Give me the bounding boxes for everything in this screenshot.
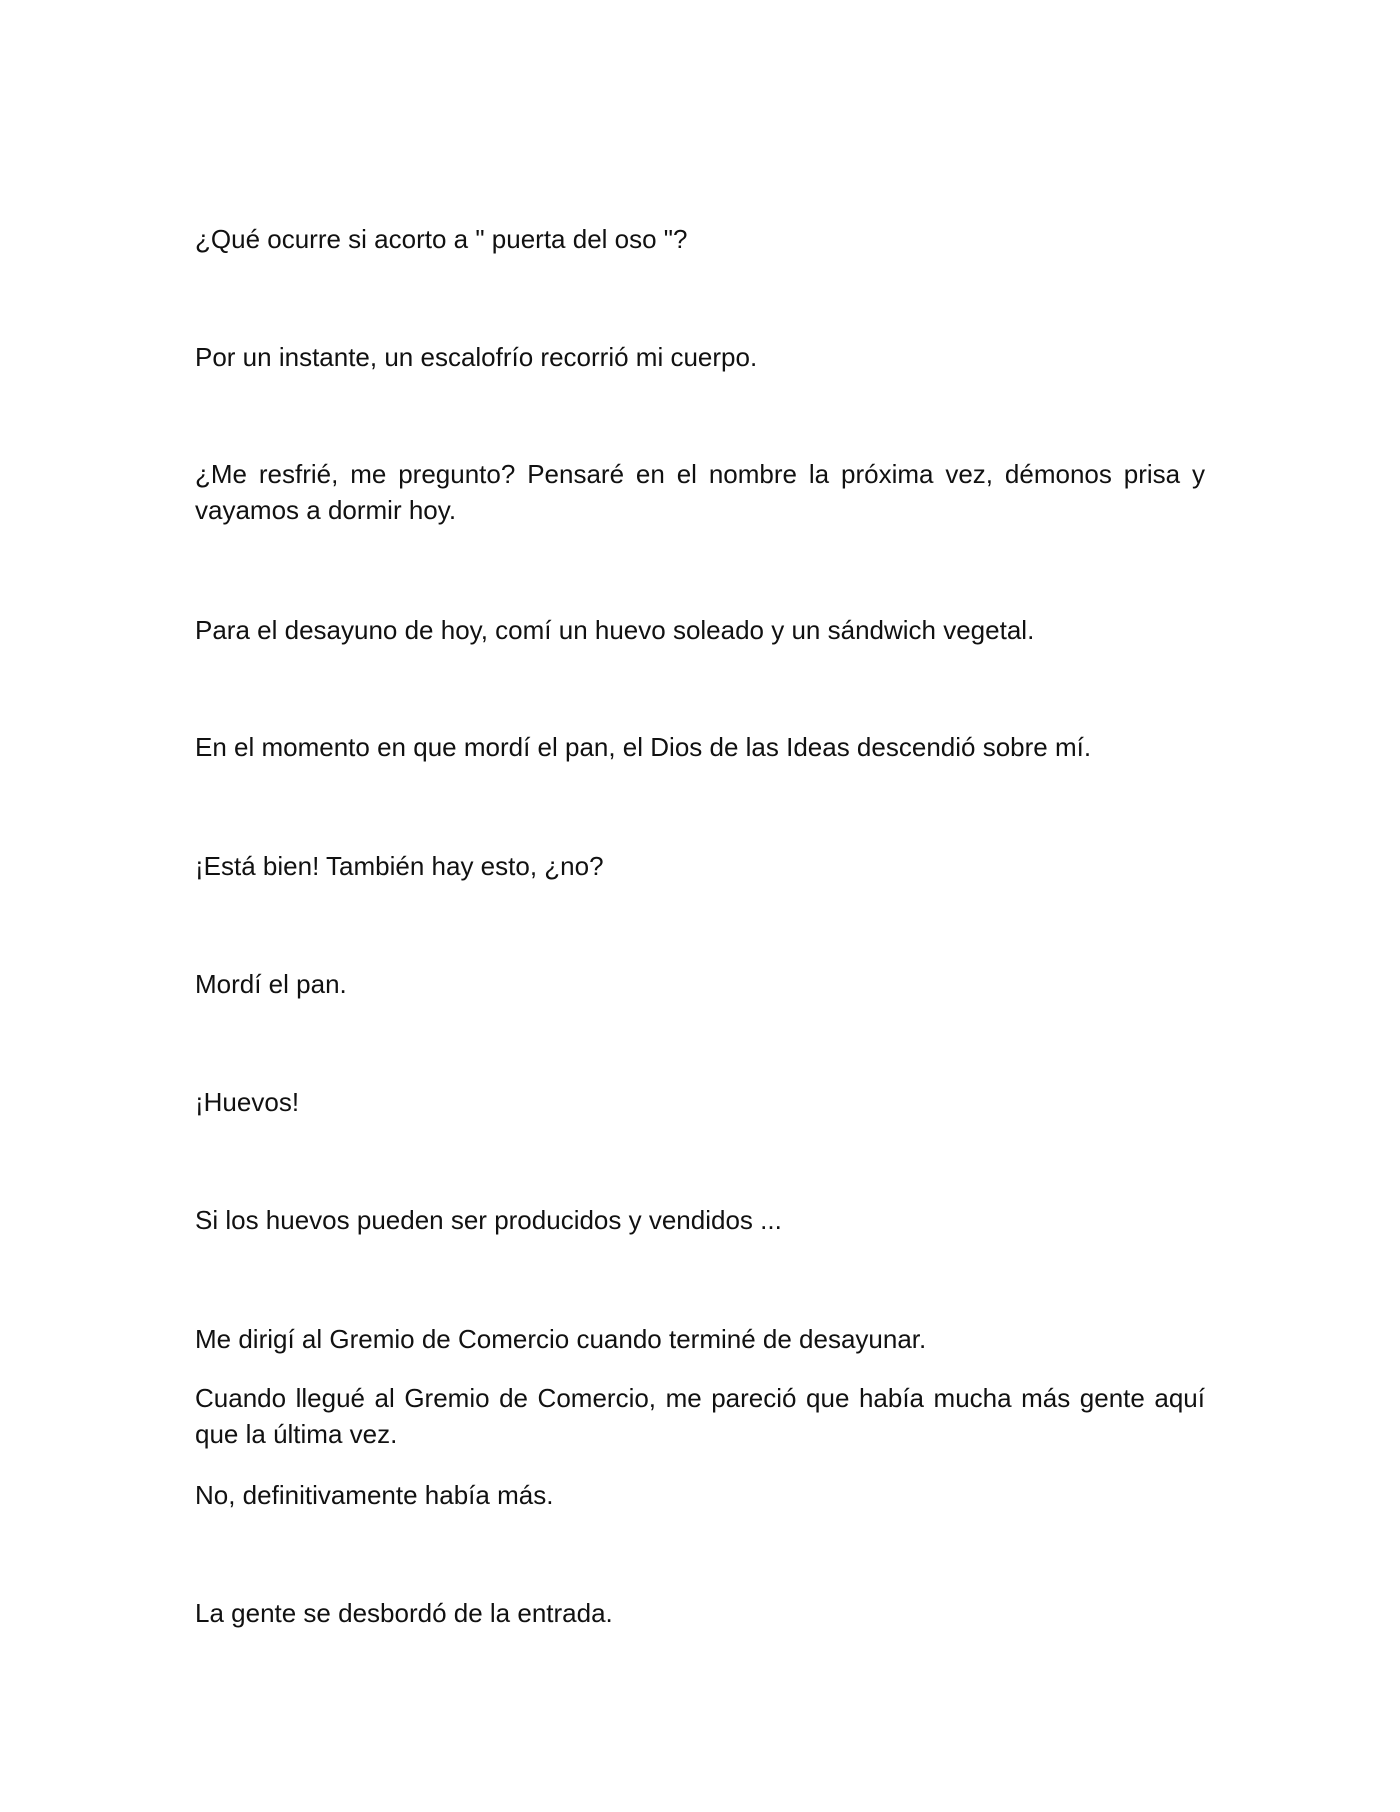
paragraph: ¡Está bien! También hay esto, ¿no?: [195, 851, 604, 881]
paragraph: En el momento en que mordí el pan, el Dios de las Ideas descendió sobre mí.: [195, 732, 1092, 762]
paragraph: Me dirigí al Gremio de Comercio cuando terminé de desayunar.: [195, 1324, 927, 1354]
paragraph: Cuando llegué al Gremio de Comercio, me pareció que había mucha más gente aquí que la última vez.: [195, 1383, 1205, 1449]
paragraph: ¿Qué ocurre si acorto a " puerta del oso "?: [195, 224, 688, 254]
paragraph: Si los huevos pueden ser producidos y vendidos ...: [195, 1205, 782, 1235]
paragraph: Por un instante, un escalofrío recorrió mi cuerpo.: [195, 342, 758, 372]
paragraph: ¿Me resfrié, me pregunto? Pensaré en el nombre la próxima vez, démonos prisa y vayamos a dormir hoy.: [195, 459, 1205, 525]
paragraph: La gente se desbordó de la entrada.: [195, 1598, 613, 1628]
paragraph: ¡Huevos!: [195, 1087, 300, 1117]
paragraph: Para el desayuno de hoy, comí un huevo soleado y un sándwich vegetal.: [195, 615, 1035, 645]
paragraph: No, definitivamente había más.: [195, 1480, 554, 1510]
paragraph: Mordí el pan.: [195, 969, 347, 999]
